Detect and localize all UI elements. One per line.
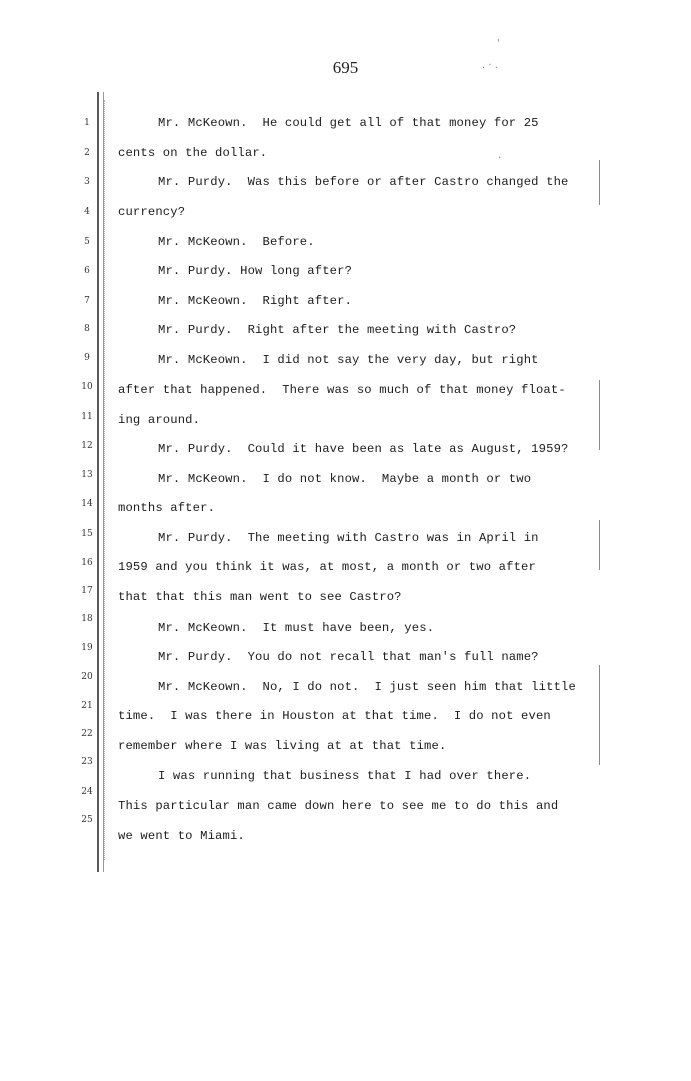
transcript-line: 1959 and you think it was, at most, a month or two after (118, 560, 536, 574)
transcript-line: This particular man came down here to see me to do this and (118, 799, 559, 813)
line-number: 18 (81, 614, 93, 624)
transcript-line: after that happened. There was so much of that money float- (118, 383, 566, 397)
line-number: 11 (81, 412, 93, 422)
line-number: 6 (84, 266, 90, 276)
transcript-line: remember where I was living at at that time. (118, 739, 447, 753)
transcript-line: Mr. McKeown. He could get all of that money for 25 (158, 116, 539, 130)
transcript-line: Mr. McKeown. Before. (158, 235, 315, 249)
margin-rule (97, 92, 104, 872)
scan-speck: ' (497, 38, 500, 49)
transcript-line: Mr. Purdy. Was this before or after Castro changed the (158, 175, 569, 189)
line-number: 12 (81, 441, 93, 451)
line-number: 19 (81, 643, 93, 653)
line-number: 17 (81, 586, 93, 596)
line-number: 13 (81, 470, 93, 480)
transcript-line: Mr. Purdy. You do not recall that man's full name? (158, 650, 539, 664)
line-number: 10 (81, 382, 93, 392)
transcript-line: Mr. McKeown. Right after. (158, 294, 353, 308)
transcript-line: Mr. Purdy. Could it have been as late as August, 1959? (158, 442, 569, 456)
scan-speck: . (498, 150, 502, 161)
line-number: 5 (84, 237, 90, 247)
transcript-line: cents on the dollar. (118, 146, 268, 160)
line-number: 24 (81, 787, 93, 797)
line-number: 21 (81, 701, 93, 711)
margin-rule-dotted (104, 100, 105, 860)
transcript-line: Mr. McKeown. I do not know. Maybe a month or two (158, 472, 532, 486)
line-number: 4 (84, 207, 90, 217)
transcript-line: that that this man went to see Castro? (118, 590, 402, 604)
line-number: 22 (81, 729, 93, 739)
transcript-line: currency? (118, 205, 186, 219)
line-number: 15 (81, 529, 93, 539)
transcript-line: Mr. Purdy. How long after? (158, 264, 353, 278)
line-number: 9 (84, 353, 90, 363)
transcript-line: Mr. Purdy. The meeting with Castro was in April in (158, 531, 539, 545)
transcript-line: Mr. Purdy. Right after the meeting with Castro? (158, 323, 517, 337)
line-number: 2 (84, 148, 90, 158)
line-number: 16 (81, 558, 93, 568)
line-number: 20 (81, 672, 93, 682)
line-number: 14 (81, 499, 93, 509)
line-number: 25 (81, 815, 93, 825)
transcript-line: Mr. McKeown. No, I do not. I just seen him that little (158, 680, 576, 694)
line-number: 8 (84, 324, 90, 334)
transcript-line: time. I was there in Houston at that time. I do not even (118, 709, 551, 723)
transcript-line: ing around. (118, 413, 201, 427)
transcript-line: I was running that business that I had over there. (158, 769, 532, 783)
scan-speck: . · . (482, 60, 498, 71)
line-number: 1 (84, 118, 90, 128)
transcript-line: we went to Miami. (118, 829, 245, 843)
line-number: 23 (81, 757, 93, 767)
transcript-line: months after. (118, 501, 216, 515)
line-number: 7 (84, 296, 90, 306)
page-number: 695 (332, 58, 359, 77)
transcript-line: Mr. McKeown. I did not say the very day, but right (158, 353, 539, 367)
line-number: 3 (84, 177, 90, 187)
transcript-line: Mr. McKeown. It must have been, yes. (158, 621, 435, 635)
